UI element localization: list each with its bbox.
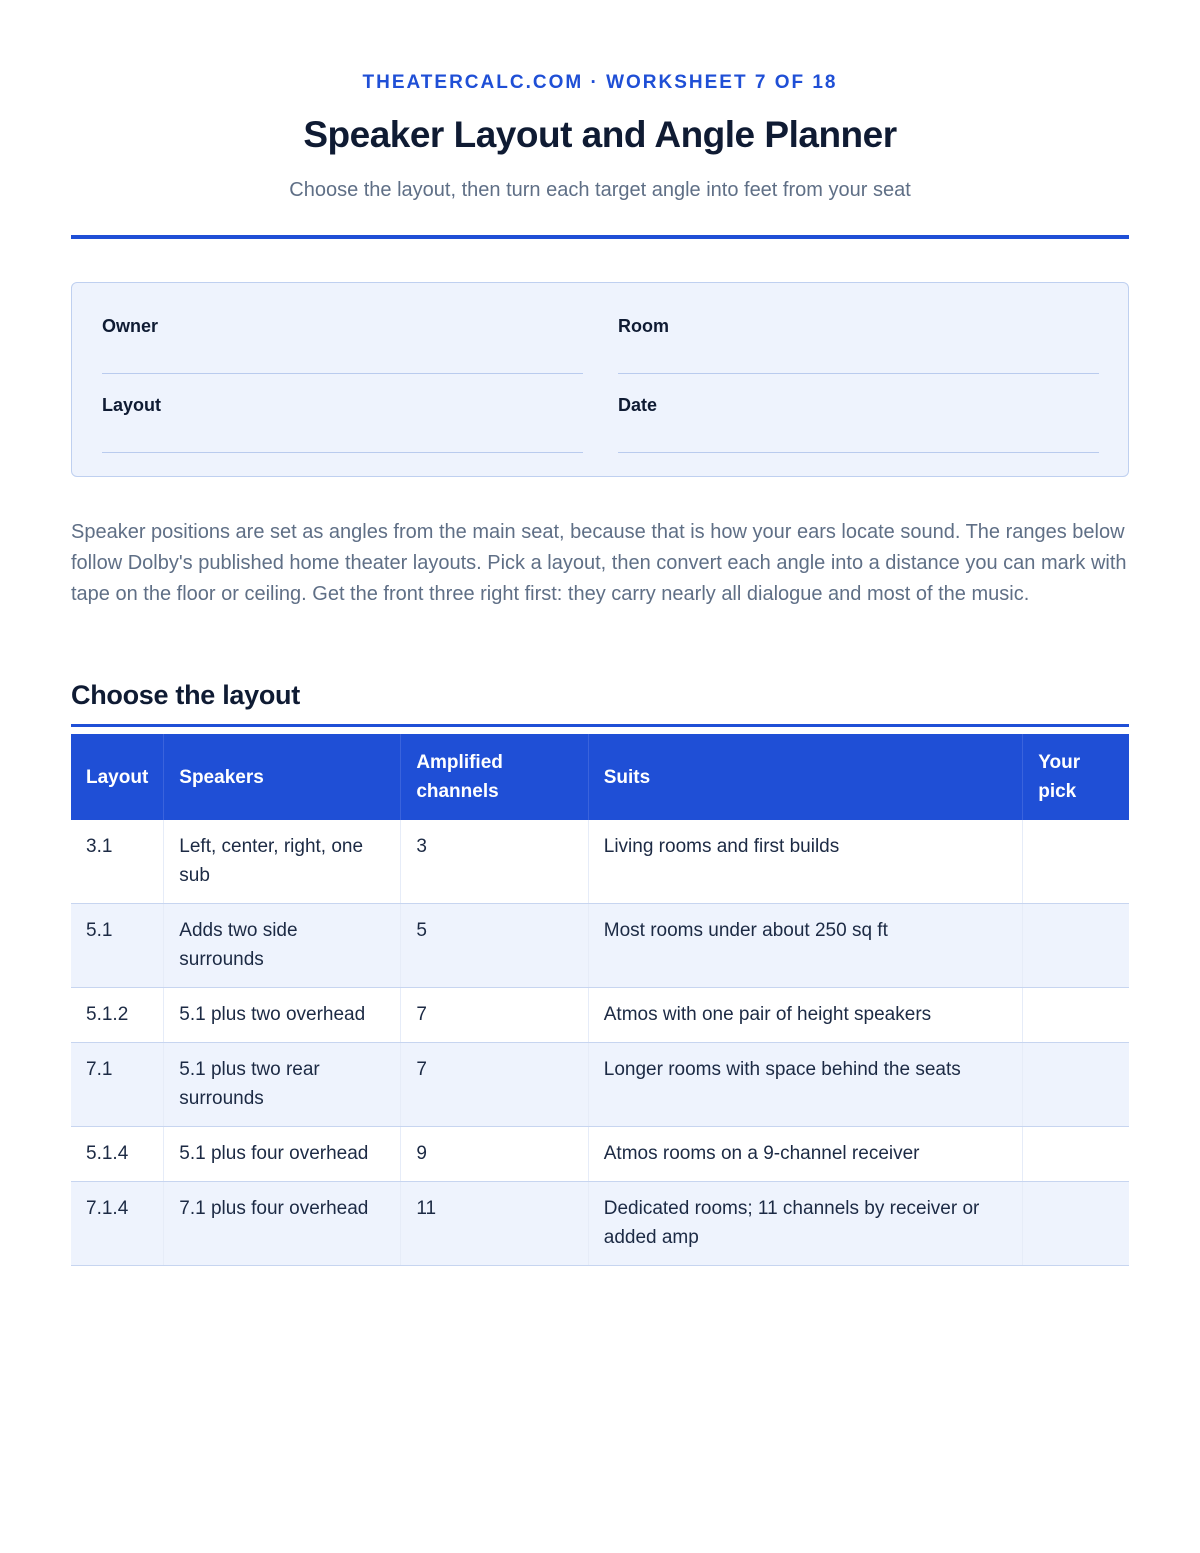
layout-cell: 3.1 [71,820,164,904]
speakers-cell: Adds two side surrounds [164,904,401,988]
channels-cell: 7 [401,1043,588,1127]
table-row [71,1043,1129,1127]
layout-fill-line[interactable] [102,452,583,453]
owner-label: Owner [102,316,159,336]
page-title: Speaker Layout and Angle Planner [303,114,897,155]
column-header: Speakers [164,734,401,820]
section-divider [71,724,1129,727]
table-header-row [71,734,1129,820]
channels-cell: 11 [401,1182,588,1266]
header-divider [71,235,1129,239]
date-label: Date [618,395,658,415]
suits-cell: Atmos with one pair of height speakers [588,988,1022,1043]
suits-cell: Atmos rooms on a 9-channel receiver [588,1127,1022,1182]
suits-cell: Longer rooms with space behind the seats [588,1043,1022,1127]
channels-cell: 7 [401,988,588,1043]
speakers-cell: 5.1 plus four overhead [164,1127,401,1182]
layout-field[interactable] [102,395,583,416]
date-field[interactable] [618,395,1099,416]
your-pick-cell[interactable] [1023,988,1129,1043]
your-pick-cell[interactable] [1023,904,1129,988]
date-fill-line[interactable] [618,452,1099,453]
layout-cell: 7.1.4 [71,1182,164,1266]
owner-field[interactable] [102,316,583,337]
table-row [71,1182,1129,1266]
channels-cell: 5 [401,904,588,988]
layout-cell: 7.1 [71,1043,164,1127]
channels-cell: 9 [401,1127,588,1182]
room-field[interactable] [618,316,1099,337]
your-pick-cell[interactable] [1023,1127,1129,1182]
intro-paragraph: Speaker positions are set as angles from the main seat, because that is how your ears locate sound. The ranges below follow Dolby's published home theater layouts. Pick a layout, then convert each angle into a distance you can mark with tape on the floor or ceiling. Get the front three right first: they carry nearly all dialogue and most of the music. [71,521,1127,605]
suits-cell: Dedicated rooms; 11 channels by receiver or added amp [588,1182,1022,1266]
layout-table [71,734,1129,1266]
details-form [71,282,1129,477]
layout-cell: 5.1.2 [71,988,164,1043]
suits-cell: Most rooms under about 250 sq ft [588,904,1022,988]
speakers-cell: 5.1 plus two rear surrounds [164,1043,401,1127]
your-pick-cell[interactable] [1023,820,1129,904]
section-title: Choose the layout [71,680,300,710]
channels-cell: 3 [401,820,588,904]
table-row [71,1127,1129,1182]
column-header: Your pick [1023,734,1129,820]
suits-cell: Living rooms and first builds [588,820,1022,904]
site-eyebrow: THEATERCALC.COM · WORKSHEET 7 OF 18 [362,72,838,93]
layout-label: Layout [102,395,162,415]
page-subtitle: Choose the layout, then turn each target angle into feet from your seat [289,179,911,201]
table-row [71,820,1129,904]
your-pick-cell[interactable] [1023,1182,1129,1266]
your-pick-cell[interactable] [1023,1043,1129,1127]
column-header: Suits [588,734,1022,820]
column-header: Layout [71,734,164,820]
speakers-cell: Left, center, right, one sub [164,820,401,904]
table-row [71,904,1129,988]
speakers-cell: 7.1 plus four overhead [164,1182,401,1266]
layout-cell: 5.1 [71,904,164,988]
speakers-cell: 5.1 plus two overhead [164,988,401,1043]
room-label: Room [618,316,669,336]
layout-cell: 5.1.4 [71,1127,164,1182]
room-fill-line[interactable] [618,373,1099,374]
owner-fill-line[interactable] [102,373,583,374]
table-row [71,988,1129,1043]
column-header: Amplified channels [401,734,588,820]
